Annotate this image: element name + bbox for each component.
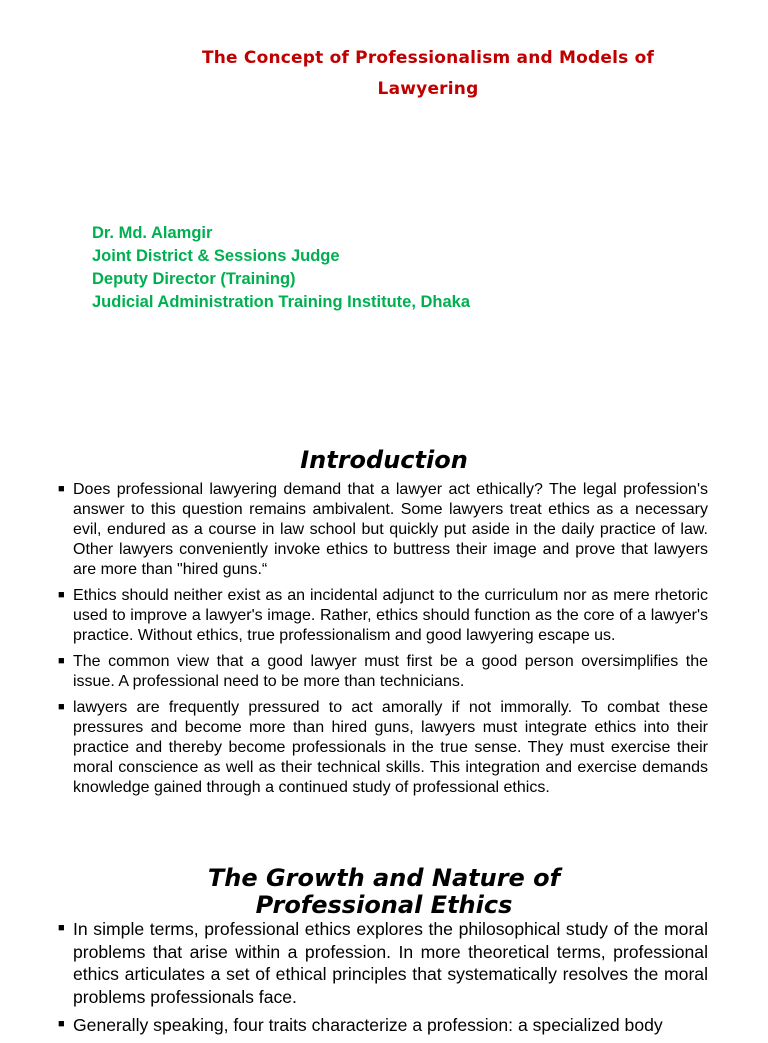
introduction-bullet-list — [58, 480, 708, 804]
list-item-text: Ethics should neither exist as an incidental adjunct to the curriculum nor as mere rhetoric used to improve a lawyer's image. Rather, ethics should function as the core of a lawyer's practice. Without ethics, true professionalism and good lawyering escape us. — [73, 587, 708, 644]
bullet-marker-icon: ■ — [58, 1018, 65, 1030]
section-heading-introduction: Introduction — [300, 446, 468, 474]
document-title: The Concept of Professionalism and Models of Lawyering — [201, 48, 655, 99]
list-item-text: lawyers are frequently pressured to act amorally if not immorally. To combat these pressures and become more than hired guns, lawyers must integrate ethics into their practice and thereby become professionals in the true sense. They must exercise their moral conscience as well as their technical skills. This integration and exercise demands knowledge gained through a continued study of professional ethics. — [73, 699, 708, 796]
section-heading-professional-ethics: The Growth and Nature of Professional Ethics — [207, 864, 561, 919]
list-item — [58, 698, 708, 798]
author-name: Dr. Md. Alamgir — [92, 224, 213, 242]
list-item-text: Does professional lawyering demand that a lawyer act ethically? The legal profession's answer to this question remains ambivalent. Some lawyers treat ethics as a necessary evil, endured as a course in law school but quickly put aside in the daily practice of law. Other lawyers conveniently invoke ethics to buttress their image and prove that lawyers are more than "hired guns.“ — [73, 481, 708, 578]
list-item-text: Generally speaking, four traits characterize a profession: a specialized body — [73, 1015, 663, 1035]
list-item — [58, 652, 708, 692]
bullet-marker-icon: ■ — [58, 483, 65, 495]
bullet-marker-icon: ■ — [58, 701, 65, 713]
author-block — [92, 222, 470, 314]
author-institute: Judicial Administration Training Institute, Dhaka — [92, 293, 471, 311]
bullet-marker-icon: ■ — [58, 589, 65, 601]
list-item-text: In simple terms, professional ethics explores the philosophical study of the moral problems that arise within a profession. In more theoretical terms, professional ethics articulates a set of ethical principles that systematically resolves the moral problems professionals face. — [73, 919, 708, 1007]
list-item — [58, 1014, 708, 1037]
list-item-text: The common view that a good lawyer must first be a good person oversimplifies the issue. A professional need to be more than technicians. — [73, 653, 708, 690]
author-position: Joint District & Sessions Judge — [92, 247, 340, 265]
list-item — [58, 480, 708, 580]
list-item — [58, 586, 708, 646]
author-role: Deputy Director (Training) — [92, 270, 296, 288]
list-item — [58, 918, 708, 1008]
bullet-marker-icon: ■ — [58, 655, 65, 667]
bullet-marker-icon: ■ — [58, 922, 65, 934]
